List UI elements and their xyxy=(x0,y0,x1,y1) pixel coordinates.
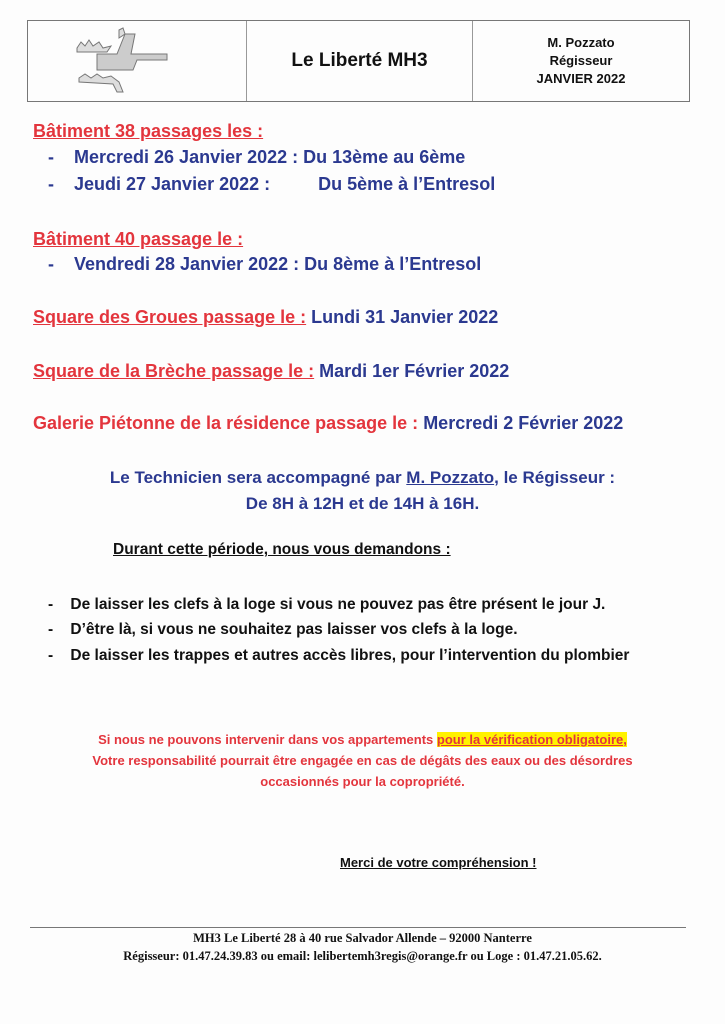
line-date: Mardi 1er Février 2022 xyxy=(319,361,510,381)
schedule-line xyxy=(33,413,623,434)
line-date: Lundi 31 Janvier 2022 xyxy=(311,307,499,327)
warning-line-3: occasionnés pour la copropriété. xyxy=(260,774,465,789)
footer-divider xyxy=(30,927,686,928)
document-title: Le Liberté MH3 xyxy=(291,50,428,71)
request-bullet: - De laisser les trappes et autres accès libres, pour l’intervention du plombier xyxy=(48,647,630,664)
title-cell xyxy=(247,21,473,101)
schedule-line xyxy=(33,361,509,382)
line-label: Galerie Piétonne de la résidence passage le : xyxy=(33,413,419,433)
footer-address: MH3 Le Liberté 28 à 40 rue Salvador Allende – 92000 Nanterre xyxy=(193,931,532,945)
technician-hours: De 8H à 12H et de 14H à 16H. xyxy=(245,494,480,513)
request-bullet: - D’être là, si vous ne souhaitez pas laisser vos clefs à la loge. xyxy=(48,621,518,638)
header-table xyxy=(27,20,690,102)
technician-prefix: Le Technicien sera accompagné par xyxy=(109,468,402,487)
footer-contact: Régisseur: 01.47.24.39.83 ou email: lelibertemh3regis@orange.fr ou Loge : 01.47.21.05.62. xyxy=(123,949,602,963)
logo-icon xyxy=(67,26,207,96)
line-label: Square de la Brèche passage le : xyxy=(33,361,315,381)
author-name: M. Pozzato xyxy=(547,35,615,50)
line-date: Mercredi 2 Février 2022 xyxy=(423,413,624,433)
thanks-note: Merci de votre compréhension ! xyxy=(340,855,537,870)
warning-end: , xyxy=(623,732,627,747)
bullet-text: De laisser les clefs à la loge si vous ne pouvez pas être présent le jour J. xyxy=(70,596,606,613)
item-date: Mercredi 26 Janvier 2022 : xyxy=(74,147,299,167)
schedule-item: - Mercredi 26 Janvier 2022 : Du 13ème au 6ème xyxy=(48,147,466,167)
technician-line xyxy=(0,468,725,488)
item-date: Vendredi 28 Janvier 2022 : xyxy=(74,254,300,274)
request-bullet: - De laisser les clefs à la loge si vous ne pouvez pas être présent le jour J. xyxy=(48,596,606,613)
section-heading: Bâtiment 40 passage le : xyxy=(33,229,244,249)
author-role: Régisseur xyxy=(549,53,613,68)
section-heading: Bâtiment 38 passages les : xyxy=(33,121,264,141)
item-date: Jeudi 27 Janvier 2022 : xyxy=(74,174,271,194)
schedule-line xyxy=(33,307,498,328)
item-range: Du 8ème à l’Entresol xyxy=(304,254,482,274)
item-range: Du 5ème à l’Entresol xyxy=(318,174,496,194)
line-label: Square des Groues passage le : xyxy=(33,307,307,327)
bullet-text: De laisser les trappes et autres accès libres, pour l’intervention du plombier xyxy=(70,647,630,664)
schedule-item: - Vendredi 28 Janvier 2022 : Du 8ème à l’Entresol xyxy=(48,254,482,274)
document-date: JANVIER 2022 xyxy=(536,71,626,86)
warning-highlight: pour la vérification obligatoire xyxy=(436,732,624,747)
warning-text: Si nous ne pouvons intervenir dans vos appartements xyxy=(98,732,437,747)
author-cell xyxy=(473,21,689,101)
item-range: Du 13ème au 6ème xyxy=(303,147,466,167)
bullet-text: D’être là, si vous ne souhaitez pas laisser vos clefs à la loge. xyxy=(70,621,518,638)
logo-cell xyxy=(28,21,247,101)
technician-name: M. Pozzato xyxy=(406,468,495,487)
request-heading: Durant cette période, nous vous demandons : xyxy=(113,541,451,558)
schedule-item: - Jeudi 27 Janvier 2022 : Du 5ème à l’Entresol xyxy=(48,174,496,194)
warning-line-2: Votre responsabilité pourrait être engagée en cas de dégâts des eaux ou des désordres xyxy=(92,753,633,768)
warning-line-1 xyxy=(0,732,725,747)
technician-suffix: , le Régisseur : xyxy=(494,468,616,487)
